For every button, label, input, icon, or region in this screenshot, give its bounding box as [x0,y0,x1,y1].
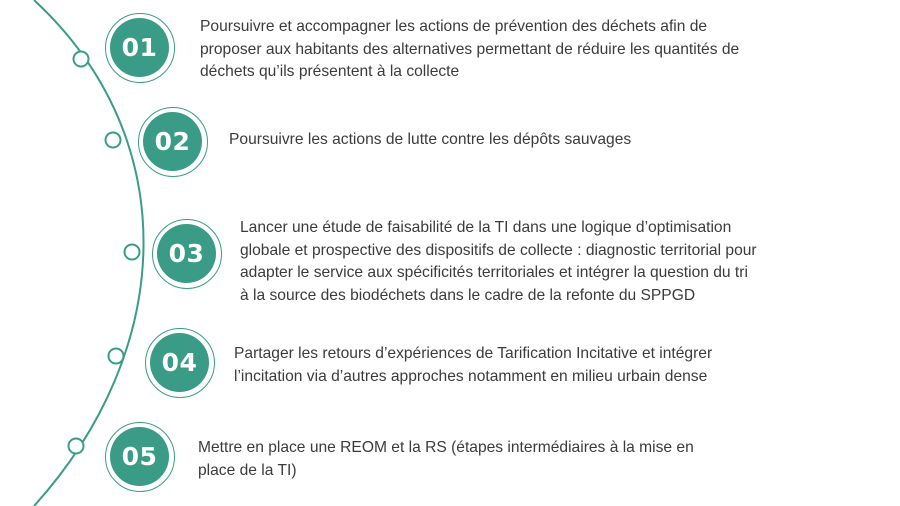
step-text-1: Poursuivre et accompagner les actions de prévention des déchets afin de proposer aux habitants des alternatives permettant de réduire les quantités de déchets qu’ils présentent à la collecte [200,18,740,80]
step-text-2: Poursuivre les actions de lutte contre les dépôts sauvages [229,131,632,148]
step-number-2: 02 [143,112,202,171]
step-number-4: 04 [150,333,209,392]
step-text-5: Mettre en place une REOM et la RS (étapes intermédiaires à la mise en place de la TI) [198,439,694,479]
timeline-node-4 [109,349,124,364]
step-number-5: 05 [110,427,169,486]
timeline-node-5 [69,439,84,454]
step-text-4: Partager les retours d’expériences de Tarification Incitative et intégrer l’incitation via d’autres approches notamment en milieu urbain dense [234,345,713,385]
step-badge-3 [152,219,222,289]
step-badge-2 [138,107,208,177]
step-number-1: 01 [110,18,169,77]
timeline-node-1 [74,52,89,67]
step-text-3: Lancer une étude de faisabilité de la TI dans une logique d’optimisation globale et prospective des dispositifs de collecte : diagnostic territorial pour adapter le service aux spécificités territoriales et intégrer la question du tri à la source des biodéchets dans le cadre de la refonte du SPPGD [240,219,757,304]
step-badge-5 [105,422,175,492]
step-badge-4 [145,328,215,398]
step-badge-1 [105,13,175,83]
timeline-node-3 [125,245,140,260]
timeline-node-2 [106,133,121,148]
step-number-3: 03 [157,224,216,283]
